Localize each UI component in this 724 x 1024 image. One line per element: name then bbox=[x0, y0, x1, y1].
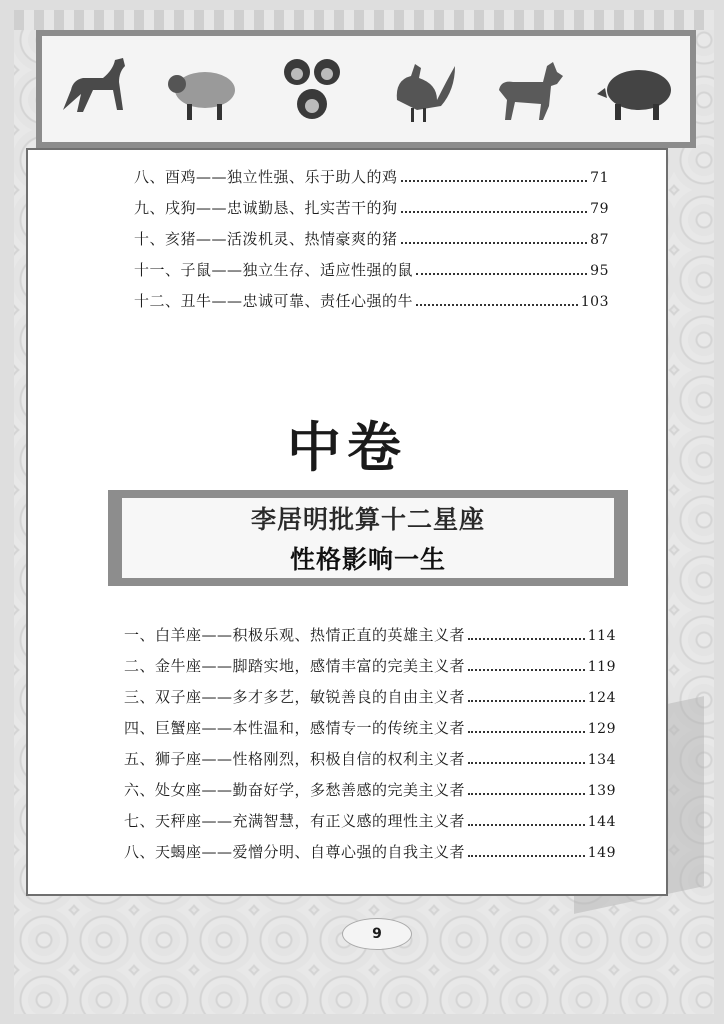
toc-entry-title: 六、处女座——勤奋好学，多愁善感的完美主义者 bbox=[124, 781, 466, 799]
toc-entry-page: 149 bbox=[587, 845, 616, 861]
content-panel bbox=[26, 148, 668, 896]
toc-entry-page: 71 bbox=[590, 170, 609, 186]
toc-entry[interactable] bbox=[134, 259, 609, 290]
leader-dots bbox=[401, 199, 588, 213]
toc-entry-page: 87 bbox=[590, 232, 609, 248]
table-of-contents-lower bbox=[124, 624, 616, 872]
toc-entry-page: 144 bbox=[587, 814, 616, 830]
toc-entry-page: 124 bbox=[587, 690, 616, 706]
toc-entry-title: 七、天秤座——充满智慧，有正义感的理性主义者 bbox=[124, 812, 466, 830]
leader-dots bbox=[468, 719, 585, 733]
leader-dots bbox=[468, 781, 585, 795]
page-background bbox=[14, 10, 714, 1014]
toc-entry[interactable] bbox=[124, 717, 616, 748]
toc-entry-page: 129 bbox=[587, 721, 616, 737]
section-title-line1: 李居明批算十二星座 bbox=[250, 505, 485, 534]
leader-dots bbox=[468, 812, 585, 826]
monkey-icon bbox=[269, 50, 355, 128]
leader-dots bbox=[468, 750, 585, 764]
toc-entry[interactable] bbox=[124, 624, 616, 655]
section-title-box bbox=[108, 490, 628, 586]
toc-entry[interactable] bbox=[124, 779, 616, 810]
rooster-icon bbox=[377, 50, 463, 128]
leader-dots bbox=[416, 292, 578, 306]
toc-entry[interactable] bbox=[134, 228, 609, 259]
leader-dots bbox=[468, 657, 585, 671]
toc-entry-title: 九、戌狗——忠诚勤恳、扎实苦干的狗 bbox=[134, 199, 398, 217]
top-border bbox=[14, 10, 714, 30]
toc-entry-page: 103 bbox=[580, 294, 609, 310]
toc-entry[interactable] bbox=[134, 197, 609, 228]
sheep-icon bbox=[161, 50, 247, 128]
toc-entry-page: 139 bbox=[587, 783, 616, 799]
toc-entry-title: 十、亥猪——活泼机灵、热情豪爽的猪 bbox=[134, 230, 398, 248]
toc-entry-title: 二、金牛座——脚踏实地，感情丰富的完美主义者 bbox=[124, 657, 466, 675]
horse-icon bbox=[53, 50, 139, 128]
toc-entry-title: 三、双子座——多才多艺，敏锐善良的自由主义者 bbox=[124, 688, 466, 706]
toc-entry-title: 五、狮子座——性格刚烈，积极自信的权利主义者 bbox=[124, 750, 466, 768]
boar-icon bbox=[593, 50, 679, 128]
leader-dots bbox=[401, 168, 588, 182]
zodiac-animal-banner bbox=[36, 30, 696, 148]
toc-entry[interactable] bbox=[134, 166, 609, 197]
leader-dots bbox=[468, 626, 585, 640]
section-heading: 中卷 bbox=[287, 415, 407, 479]
table-of-contents-upper bbox=[134, 166, 609, 321]
dog-icon bbox=[485, 50, 571, 128]
toc-entry-title: 十二、丑牛——忠诚可靠、责任心强的牛 bbox=[134, 292, 414, 310]
leader-dots bbox=[401, 230, 588, 244]
toc-entry-title: 四、巨蟹座——本性温和，感情专一的传统主义者 bbox=[124, 719, 466, 737]
toc-entry[interactable] bbox=[124, 686, 616, 717]
toc-entry-title: 八、天蝎座——爱憎分明、自尊心强的自我主义者 bbox=[124, 843, 466, 861]
leader-dots bbox=[468, 688, 585, 702]
section-title-line2: 性格影响一生 bbox=[289, 545, 446, 574]
toc-entry-title: 一、白羊座——积极乐观、热情正直的英雄主义者 bbox=[124, 626, 466, 644]
leader-dots bbox=[416, 261, 587, 275]
toc-entry[interactable] bbox=[124, 748, 616, 779]
page-number: 9 bbox=[342, 918, 412, 950]
leader-dots bbox=[468, 843, 585, 857]
toc-entry-page: 134 bbox=[587, 752, 616, 768]
toc-entry[interactable] bbox=[124, 841, 616, 872]
toc-entry-page: 119 bbox=[587, 659, 616, 675]
toc-entry[interactable] bbox=[134, 290, 609, 321]
toc-entry-page: 114 bbox=[587, 628, 616, 644]
toc-entry-title: 八、酉鸡——独立性强、乐于助人的鸡 bbox=[134, 168, 398, 186]
toc-entry-title: 十一、子鼠——独立生存、适应性强的鼠 bbox=[134, 261, 414, 279]
toc-entry-page: 95 bbox=[590, 263, 609, 279]
toc-entry-page: 79 bbox=[590, 201, 609, 217]
toc-entry[interactable] bbox=[124, 810, 616, 841]
toc-entry[interactable] bbox=[124, 655, 616, 686]
